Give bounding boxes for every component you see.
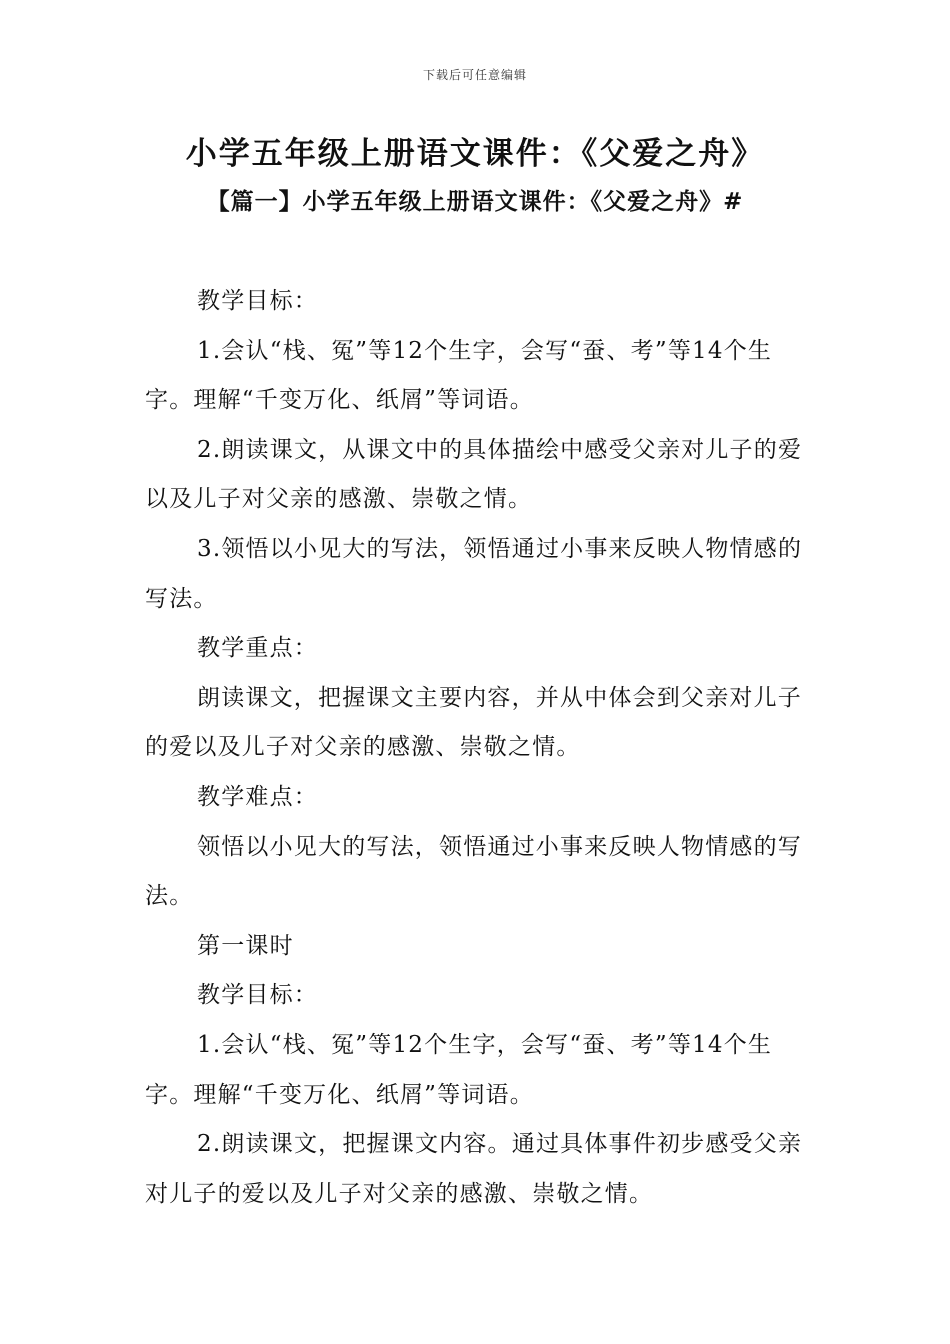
difficulties-text: 领悟以小见大的写法，领悟通过小事来反映人物情感的写法。: [145, 833, 802, 910]
document-subtitle: 【篇一】小学五年级上册语文课件：《父爱之舟》#: [206, 188, 744, 215]
goal-item-2: 2.朗读课文，从课文中的具体描绘中感受父亲对儿子的爱以及儿子对父亲的感激、崇敬之情。: [145, 436, 803, 513]
section-heading-key-points: 教学重点：: [197, 635, 318, 662]
document-body: [145, 277, 809, 1219]
key-points-text: 朗读课文，把握课文主要内容，并从中体会到父亲对儿子的爱以及儿子对父亲的感激、崇敬之情。: [145, 684, 802, 761]
lesson1-goal-item-2: 2.朗读课文，把握课文内容。通过具体事件初步感受父亲对儿子的爱以及儿子对父亲的感激、崇敬之情。: [145, 1131, 803, 1207]
document-title: 小学五年级上册语文课件：《父爱之舟》: [185, 136, 765, 172]
section-heading-goals: 教学目标：: [197, 288, 318, 314]
goal-item-1: 1.会认“栈、冤”等12个生字，会写“蚕、考”等14个生字。理解“千变万化、纸屑”等词语。: [145, 337, 773, 414]
section-heading-difficulties: 教学难点：: [197, 783, 318, 810]
goal-item-3: 3.领悟以小见大的写法，领悟通过小事来反映人物情感的写法。: [145, 535, 803, 612]
header-note: 下载后可任意编辑: [422, 68, 527, 82]
lesson-heading-first: 第一课时: [197, 932, 294, 959]
lesson1-goal-item-1: 1.会认“栈、冤”等12个生字，会写“蚕、考”等14个生字。理解“千变万化、纸屑”等词语。: [145, 1031, 773, 1108]
section-heading-goals-lesson1: 教学目标：: [197, 982, 318, 1009]
